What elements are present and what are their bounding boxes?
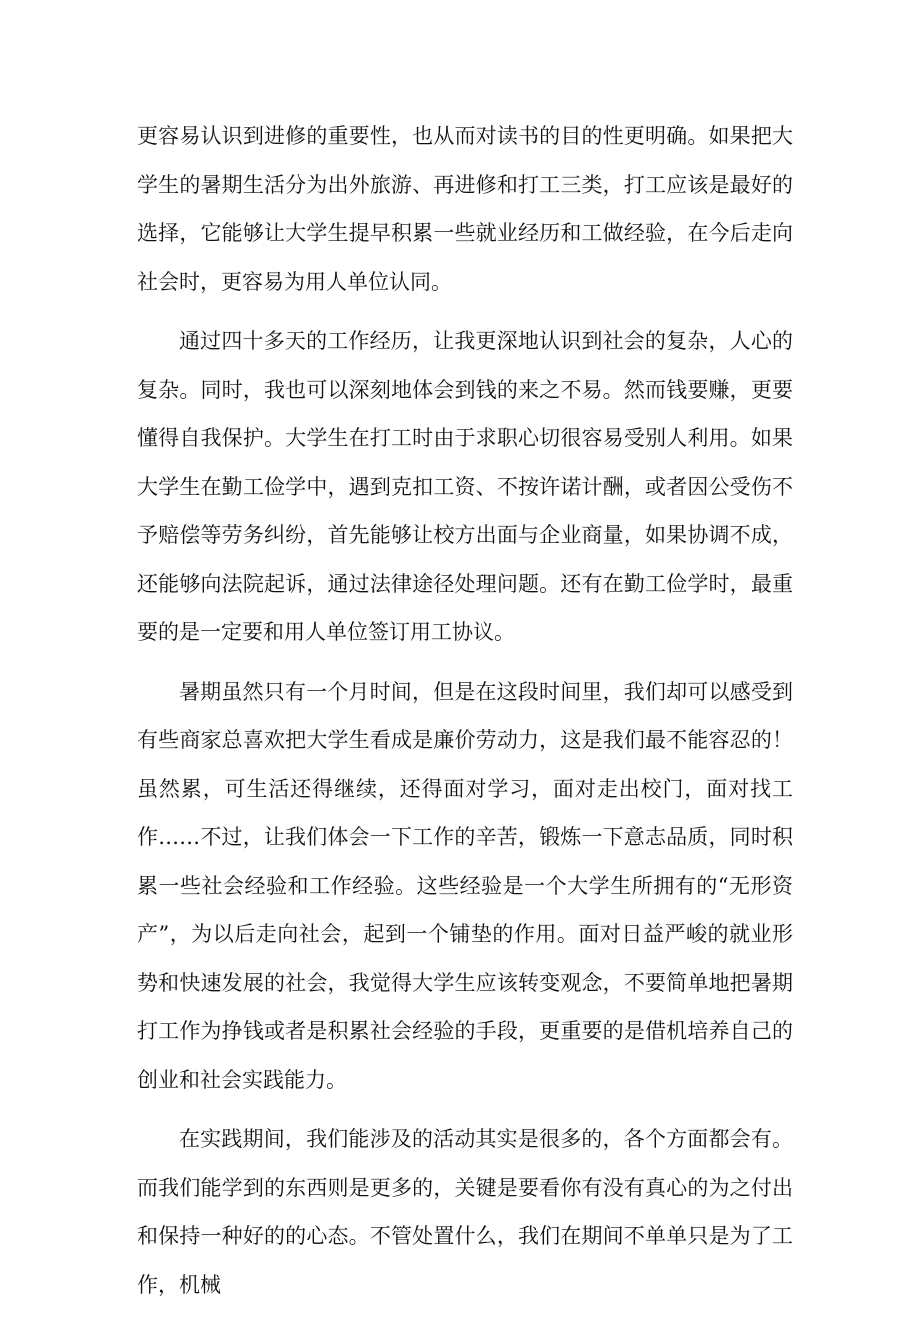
paragraph-4: 在实践期间，我们能涉及的活动其实是很多的，各个方面都会有。而我们能学到的东西则是更多的，关键是要看你有没有真心的为之付出和保持一种好的的心态。不管处置什么，我们在期间不单单只是为了工作，机械 bbox=[137, 1127, 793, 1297]
document-body bbox=[137, 112, 793, 1320]
paragraph-2: 通过四十多天的工作经历，让我更深地认识到社会的复杂，人心的复杂。同时，我也可以深刻地体会到钱的来之不易。然而钱要赚，更要懂得自我保护。大学生在打工时由于求职心切很容易受别人利用。如果大学生在勤工俭学中，遇到克扣工资、不按许诺计酬，或者因公受伤不予赔偿等劳务纠纷，首先能够让校方出面与企业商量，如果协调不成，还能够向法院起诉，通过法律途径处理问题。还有在勤工俭学时，最重要的是一定要和用人单位签订用工协议。 bbox=[137, 329, 793, 644]
paragraph-3: 暑期虽然只有一个月时间，但是在这段时间里，我们却可以感受到有些商家总喜欢把大学生看成是廉价劳动力，这是我们最不能容忍的！虽然累，可生活还得继续，还得面对学习，面对走出校门，面对找工作……不过，让我们体会一下工作的辛苦，锻炼一下意志品质，同时积累一些社会经验和工作经验。这些经验是一个大学生所拥有的“无形资产”，为以后走向社会，起到一个铺垫的作用。面对日益严峻的就业形势和快速发展的社会，我觉得大学生应该转变观念，不要简单地把暑期打工作为挣钱或者是积累社会经验的手段，更重要的是借机培养自己的创业和社会实践能力。 bbox=[137, 679, 793, 1092]
paragraph-1: 更容易认识到进修的重要性，也从而对读书的目的性更明确。如果把大学生的暑期生活分为出外旅游、再进修和打工三类，打工应该是最好的选择，它能够让大学生提早积累一些就业经历和工做经验，在今后走向社会时，更容易为用人单位认同。 bbox=[137, 124, 793, 294]
